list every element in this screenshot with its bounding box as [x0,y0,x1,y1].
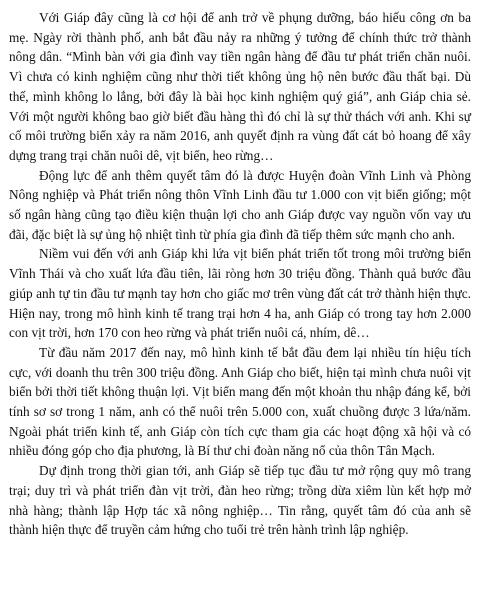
paragraph-3: Niềm vui đến với anh Giáp khi lứa vịt biển phát triển tốt trong môi trường biển Vĩnh Thái và cho xuất lứa đầu tiên, lãi ròng hơn 30 triệu đồng. Thành quả bước đầu giúp anh tự tin đầu tư mạnh tay hơn cho giấc mơ trên vùng đất cát trở thành hiện thực. Hiện nay, trong mô hình kinh tế trang trại hơn 4 ha, anh Giáp có trong tay hơn 2.000 con vịt trời, hơn 170 con heo rừng và phát triển nuôi cá, nhím, dê… [9,246,471,341]
paragraph-1: Với Giáp đây cũng là cơ hội để anh trở về phụng dưỡng, báo hiếu công ơn ba mẹ. Ngày rời thành phố, anh bắt đầu nảy ra những ý tưởng để chính thức trở thành nông dân. “Mình bàn với gia đình vay tiền ngân hàng để đầu tư phát triển chăn nuôi. Vì chưa có kinh nghiệm cũng như thời tiết không ủng hộ nên bước đầu thất bại. Dù thế, mình không lo lắng, bởi đây là bài học kinh nghiệm quý giá”, anh Giáp chia sẻ. Với một người không bao giờ biết đầu hàng thì đó chỉ là sự thử thách với anh. Khi sự cố môi trường biển xảy ra năm 2016, anh quyết định ra vùng đất cát bỏ hoang để xây dựng trang trại chăn nuôi dê, vịt biển, heo rừng… [9,10,471,163]
paragraph-5: Dự định trong thời gian tới, anh Giáp sẽ tiếp tục đầu tư mở rộng quy mô trang trại; duy trì và phát triển đàn vịt trời, đàn heo rừng; trồng dừa xiêm lùn kết hợp mở nhà hàng; thành lập Hợp tác xã nông nghiệp… Tin rằng, quyết tâm đó của anh sẽ thành hiện thực để truyền cảm hứng cho tuổi trẻ trên hành trình lập nghiệp. [9,463,471,538]
article-body [9,8,471,540]
paragraph-4: Từ đầu năm 2017 đến nay, mô hình kinh tế bắt đầu đem lại nhiều tín hiệu tích cực, với doanh thu trên 300 triệu đồng. Anh Giáp cho biết, hiện tại mình chưa nuôi vịt biển bởi thời tiết không thuận lợi. Vịt biển mang đến một khoản thu nhập đáng kể, bởi tính sơ sơ trong 1 năm, anh có thể nuôi trên 5.000 con, xuất chuồng được 3 lứa/năm. Ngoài phát triển kinh tế, anh Giáp còn tích cực tham gia các hoạt động xã hội và có nhiều đóng góp cho địa phương, là Bí thư chi đoàn năng nổ của thôn Tân Mạch. [9,344,471,459]
paragraph-2: Động lực để anh thêm quyết tâm đó là được Huyện đoàn Vĩnh Linh và Phòng Nông nghiệp và Phát triển nông thôn Vĩnh Linh đầu tư 1.000 con vịt biển giống; một số ngân hàng cũng tạo điều kiện thuận lợi cho anh Giáp được vay nguồn vốn vay ưu đãi, đặc biệt là sự ủng hộ nhiệt tình từ phía gia đình đã tiếp thêm sức mạnh cho anh. [9,167,471,242]
